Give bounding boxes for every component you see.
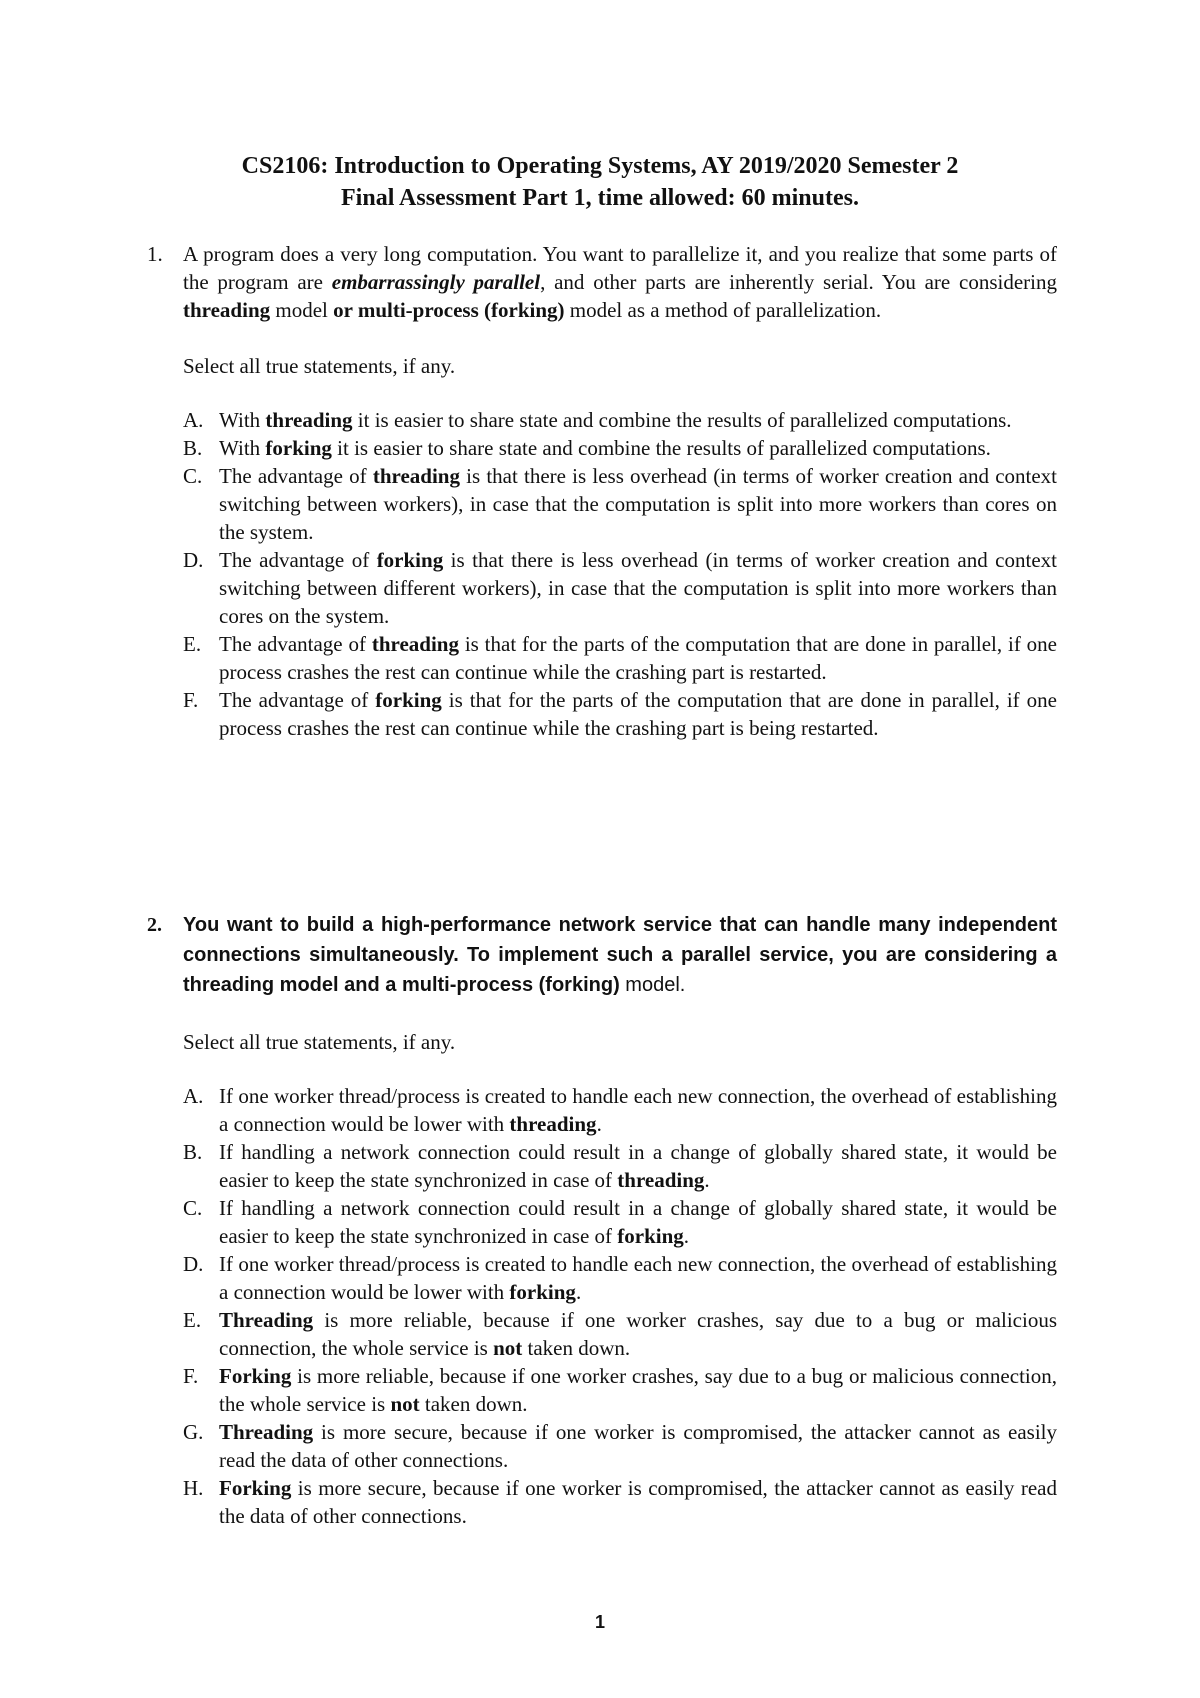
question-2-stem	[147, 910, 1057, 1000]
option-text: taken down.	[522, 1336, 631, 1360]
question-1-stem-text-4: model as a method of parallelization.	[564, 298, 882, 322]
question-2-option-b[interactable]	[147, 1138, 1057, 1194]
option-keyword: threading	[509, 1112, 597, 1136]
question-1-option-e[interactable]	[147, 630, 1057, 686]
option-keyword: Forking	[219, 1476, 292, 1500]
option-text: is that for the parts of the computation that are done in parallel, if one process crashes the rest can continue while the crashing part is restarted.	[219, 632, 1057, 684]
option-letter: B.	[183, 1140, 203, 1164]
option-text: With	[219, 408, 266, 432]
question-1	[147, 240, 1057, 742]
page-number: 1	[594, 1612, 605, 1632]
option-text: If one worker thread/process is created to handle each new connection, the overhead of establishing a connection would be lower with	[219, 1084, 1057, 1136]
question-1-option-a[interactable]	[147, 406, 1057, 434]
option-keyword: forking	[617, 1224, 684, 1248]
option-text: is that there is less overhead (in terms of worker creation and context switching between workers), in case that the computation is split into more workers than cores on the system.	[219, 464, 1058, 544]
option-text: If handling a network connection could result in a change of globally shared state, it would be easier to keep the state synchronized in case of	[219, 1196, 1057, 1248]
option-keyword: forking	[509, 1280, 576, 1304]
question-1-option-f[interactable]	[147, 686, 1057, 742]
question-1-option-d[interactable]	[147, 546, 1057, 630]
option-text: is that for the parts of the computation that are done in parallel, if one process crashes the rest can continue while the crashing part is being restarted.	[219, 688, 1057, 740]
option-text: taken down.	[419, 1392, 528, 1416]
option-letter: A.	[183, 408, 204, 432]
question-2-options	[147, 1082, 1057, 1530]
question-2-stem-text-2: model and a	[274, 974, 402, 996]
question-1-stem-text-1: A program does a very long computation. You want to parallelize it, and you realize that some parts of the program are	[183, 242, 1057, 294]
option-text: it is easier to share state and combine the results of parallelized computations.	[352, 408, 1012, 432]
question-1-number: 1.	[147, 242, 163, 266]
option-letter: C.	[183, 1196, 203, 1220]
option-text: is more secure, because if one worker is compromised, the attacker cannot as easily read the data of other connections.	[219, 1476, 1057, 1528]
option-letter: E.	[183, 1308, 202, 1332]
option-text: .	[596, 1112, 602, 1136]
question-2-stem-keyword-threading: threading	[183, 974, 275, 996]
question-1-stem-keyword-forking: or multi-process (forking)	[333, 298, 565, 322]
option-letter: H.	[183, 1476, 204, 1500]
question-2-instruction: Select all true statements, if any.	[183, 1030, 456, 1054]
option-text: The advantage of	[219, 464, 373, 488]
option-text: is more secure, because if one worker is compromised, the attacker cannot as easily read the data of other connections.	[219, 1420, 1057, 1472]
option-text: .	[704, 1168, 710, 1192]
option-text: If one worker thread/process is created to handle each new connection, the overhead of establishing a connection would be lower with	[219, 1252, 1057, 1304]
question-1-stem-text-3: model	[270, 298, 334, 322]
option-letter: F.	[183, 1364, 199, 1388]
question-1-options	[147, 406, 1057, 742]
option-keyword: threading	[617, 1168, 705, 1192]
option-keyword: threading	[265, 408, 353, 432]
question-2-option-a[interactable]	[147, 1082, 1057, 1138]
question-1-option-b[interactable]	[147, 434, 1057, 462]
question-2	[147, 910, 1057, 1530]
option-letter: G.	[183, 1420, 204, 1444]
option-keyword: threading	[371, 632, 459, 656]
option-text: is more reliable, because if one worker crashes, say due to a bug or malicious connection, the whole service is	[219, 1364, 1057, 1416]
question-2-stem-text-3: model.	[619, 974, 686, 996]
option-letter: B.	[183, 436, 203, 460]
question-2-option-f[interactable]	[147, 1362, 1057, 1418]
option-text: is that there is less overhead (in terms of worker creation and context switching between different workers), in case that the computation is split into more workers than cores on the system.	[219, 548, 1057, 628]
question-1-option-c[interactable]	[147, 462, 1057, 546]
option-letter: E.	[183, 632, 202, 656]
option-keyword: forking	[375, 688, 442, 712]
option-text: If handling a network connection could result in a change of globally shared state, it would be easier to keep the state synchronized in case of	[219, 1140, 1057, 1192]
question-2-option-e[interactable]	[147, 1306, 1057, 1362]
option-letter: F.	[183, 688, 199, 712]
option-text: .	[575, 1280, 582, 1304]
question-1-stem-emphasis: embarrassingly parallel	[331, 270, 541, 294]
question-2-option-d[interactable]	[147, 1250, 1057, 1306]
option-emphasis: not	[493, 1336, 523, 1360]
option-letter: A.	[183, 1084, 204, 1108]
exam-header	[0, 150, 1200, 214]
question-2-stem-text-1: You want to build a high-performance network service that can handle many independent connections simultaneously. To implement such a parallel service, you are considering a	[183, 914, 1057, 966]
option-text: With	[219, 436, 266, 460]
option-text: The advantage of	[219, 548, 377, 572]
question-2-option-h[interactable]	[147, 1474, 1057, 1530]
question-1-stem	[147, 240, 1057, 324]
option-text: it is easier to share state and combine the results of parallelized computations.	[331, 436, 991, 460]
option-text: The advantage of	[219, 632, 372, 656]
option-emphasis: not	[390, 1392, 420, 1416]
option-keyword: forking	[376, 548, 444, 572]
option-text: .	[683, 1224, 690, 1248]
question-2-stem-keyword-forking: multi-process (forking)	[401, 974, 620, 996]
option-letter: C.	[183, 464, 203, 488]
question-2-number: 2.	[147, 914, 162, 936]
option-text: is more reliable, because if one worker crashes, say due to a bug or malicious connection, the whole service is	[219, 1308, 1057, 1360]
exam-title-line2: Final Assessment Part 1, time allowed: 60 minutes.	[341, 185, 859, 211]
option-letter: D.	[183, 1252, 204, 1276]
option-keyword: Threading	[219, 1308, 314, 1332]
question-1-stem-keyword-threading: threading	[183, 298, 271, 322]
option-keyword: Threading	[219, 1420, 314, 1444]
option-keyword: forking	[265, 436, 332, 460]
question-1-stem-text-2: , and other parts are inherently serial. You are considering	[540, 270, 1057, 294]
option-keyword: Forking	[219, 1364, 292, 1388]
question-2-option-g[interactable]	[147, 1418, 1057, 1474]
question-1-instruction: Select all true statements, if any.	[183, 354, 456, 378]
option-text: The advantage of	[219, 688, 376, 712]
question-2-option-c[interactable]	[147, 1194, 1057, 1250]
option-letter: D.	[183, 548, 204, 572]
option-keyword: threading	[372, 464, 460, 488]
exam-title-line1: CS2106: Introduction to Operating Systems, AY 2019/2020 Semester 2	[241, 153, 959, 179]
